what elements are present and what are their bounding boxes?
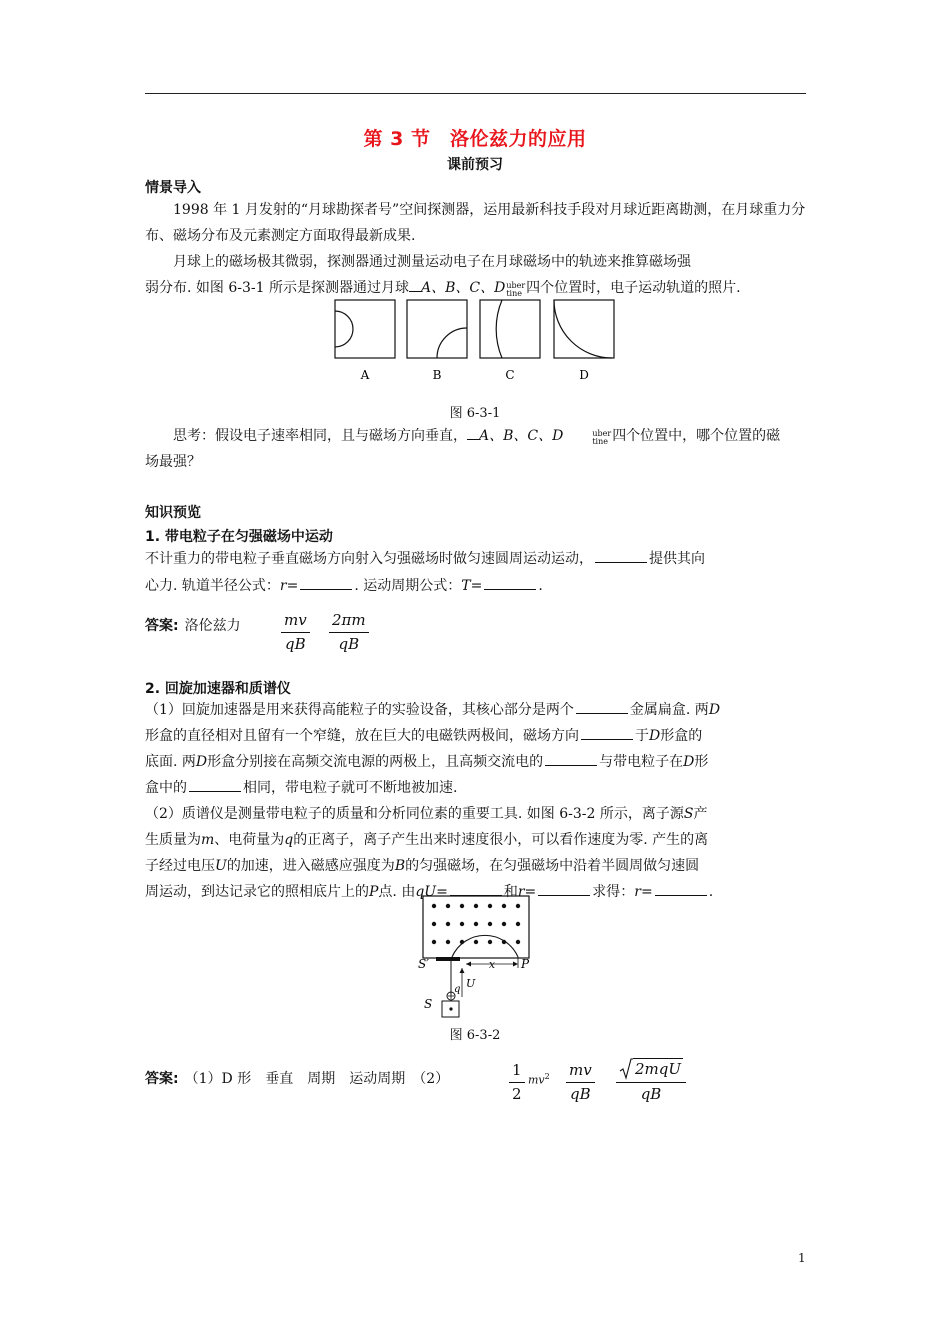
- blank-d-shape: [576, 699, 628, 714]
- field-dot: [488, 904, 492, 908]
- figure-box-d: [554, 300, 614, 358]
- overlay-mark: [409, 291, 421, 292]
- figure-caption-6-3-1: 图 6-3-1: [449, 406, 501, 421]
- fraction-2pim-qb: $\frac{2\pi m}{qB}$: [329, 610, 369, 655]
- figure-6-3-1: [334, 299, 616, 383]
- item2-p2-line2: 生质量为m、电荷量为q的正离子，离子产生出来时速度很小，可以看作速度为零. 产生的离: [145, 832, 709, 848]
- intro-paragraph-1: 1998 年 1 月发射的“月球勘探者号”空间探测器，运用最新科技手段对月球近距离勘测，在月球重力分布、磁场分布及元素测定方面取得最新成果.: [145, 202, 806, 244]
- figure-label-b: B: [432, 368, 442, 382]
- overlay-text: uber tine: [506, 281, 526, 298]
- section-heading-intro: 情景导入: [145, 180, 201, 196]
- field-dot: [516, 904, 520, 908]
- label-u: U: [466, 977, 476, 990]
- field-dot: [502, 904, 506, 908]
- overlay-text-2: uber tine: [592, 429, 612, 446]
- field-dot: [446, 922, 450, 926]
- magnetic-field-dots: [432, 904, 520, 944]
- blank-radius: [300, 575, 352, 590]
- trajectory-a: [335, 311, 353, 347]
- label-s: S: [424, 997, 433, 1011]
- field-dot: [460, 922, 464, 926]
- item1-line-1: 不计重力的带电粒子垂直磁场方向射入匀强磁场时做匀速圆周运动运动， 提供其向: [145, 546, 807, 572]
- blank-period: [484, 575, 536, 590]
- figure-label-d: D: [579, 368, 589, 382]
- section-heading-preview: 知识预览: [145, 505, 201, 521]
- blank-r-formula: [538, 881, 590, 896]
- page-title: 第 3 节 洛伦兹力的应用: [363, 128, 587, 150]
- item2-p1-line1: （1）回旋加速器是用来获得高能粒子的实验设备，其核心部分是两个 金属扁盒. 两D: [145, 697, 807, 723]
- page-subtitle: 课前预习: [447, 157, 503, 173]
- intro-paragraph-2-line1: 月球上的磁场极其微弱，探测器通过测量运动电子在月球磁场中的轨迹来推算磁场强: [173, 254, 691, 270]
- figure-6-3-2: [414, 895, 534, 1019]
- fraction-one-half: $\frac{1}{2}$: [509, 1060, 525, 1105]
- figure-label-c: C: [505, 368, 515, 382]
- label-q: q: [454, 984, 461, 995]
- blank-r-result: [655, 881, 707, 896]
- think-line-2: 场最强？: [145, 454, 201, 470]
- field-dot: [474, 940, 478, 944]
- think-line-1: 思考：假设电子速率相同，且与磁场方向垂直， A、B、C、D uber tine 四个位置中，哪个位置的磁: [173, 428, 781, 446]
- mv-squared: $mv^2$: [528, 1072, 550, 1087]
- field-dot: [460, 904, 464, 908]
- trajectory-d: [554, 300, 612, 358]
- figure-box-a: [335, 300, 395, 358]
- figure-label-a: A: [360, 368, 370, 382]
- label-s-prime: S′: [418, 957, 429, 971]
- item2-answer: 答案: （1）D 形 垂直 周期 运动周期 （2）: [145, 1071, 450, 1087]
- overlay-mark-2: [467, 439, 479, 440]
- blank-period-ac: [545, 751, 597, 766]
- field-dot: [502, 922, 506, 926]
- fraction-mv-qb-2: $\frac{mv}{qB}$: [566, 1060, 595, 1105]
- field-dot: [432, 904, 436, 908]
- ion-trajectory: [452, 935, 518, 957]
- trajectory-c: [496, 300, 502, 358]
- field-dot: [446, 940, 450, 944]
- field-dot: [488, 922, 492, 926]
- blank-lorentz: [595, 548, 647, 563]
- item2-p2-line4: 周运动，到达记录它的照相底片上的P点. 由qU= 和r= 求得：r= .: [145, 879, 807, 905]
- field-dot: [516, 940, 520, 944]
- item1-heading: 1. 带电粒子在匀强磁场中运动: [145, 529, 333, 545]
- field-dot: [516, 922, 520, 926]
- blank-perpendicular: [581, 725, 633, 740]
- field-dot: [474, 904, 478, 908]
- item2-heading: 2. 回旋加速器和质谱仪: [145, 681, 291, 697]
- trajectory-b: [437, 328, 467, 358]
- item1-answer: 答案: 洛伦兹力: [145, 618, 241, 634]
- fraction-sqrt-2mqu-qb: 2mqU qB: [616, 1058, 686, 1105]
- slit-plate: [436, 957, 460, 961]
- header-rule: [145, 93, 806, 94]
- fraction-mv-qb: $\frac{mv}{qB}$: [281, 610, 310, 655]
- item2-p2-line3: 子经过电压U的加速，进入磁感应强度为B的匀强磁场，在匀强磁场中沿着半圆周做匀速圆: [145, 858, 700, 874]
- field-dot: [488, 940, 492, 944]
- intro-paragraph-2-line2: 弱分布. 如图 6-3-1 所示是探测器通过月球 A、B、C、D uber tine 四个位置时，电子运动轨道的照片.: [145, 280, 741, 298]
- item2-p1-line3: 底面. 两D形盒分别接在高频交流电源的两极上，且高频交流电的 与带电粒子在D形: [145, 749, 807, 775]
- item1-line-2: 心力. 轨道半径公式：r= . 运动周期公式：T= .: [145, 573, 807, 599]
- figure-box-c: [480, 300, 540, 358]
- field-dot: [432, 922, 436, 926]
- item2-p2-line1: （2）质谱仪是测量带电粒子的质量和分析同位素的重要工具. 如图 6-3-2 所示，离子源S产: [145, 806, 708, 822]
- field-dot: [432, 940, 436, 944]
- page-number: 1: [798, 1251, 806, 1265]
- field-dot: [474, 922, 478, 926]
- blank-energy: [450, 881, 502, 896]
- sqrt-sign: [619, 1058, 633, 1080]
- blank-motion-period: [189, 777, 241, 792]
- label-p: P: [521, 957, 530, 971]
- label-x: x: [488, 958, 496, 971]
- field-dot: [446, 904, 450, 908]
- figure-caption-6-3-2: 图 6-3-2: [449, 1028, 501, 1043]
- item2-p1-line4: 盒中的 相同，带电粒子就可不断地被加速.: [145, 775, 807, 801]
- item2-p1-line2: 形盒的直径相对且留有一个窄缝，放在巨大的电磁铁两极间，磁场方向 于D形盒的: [145, 723, 807, 749]
